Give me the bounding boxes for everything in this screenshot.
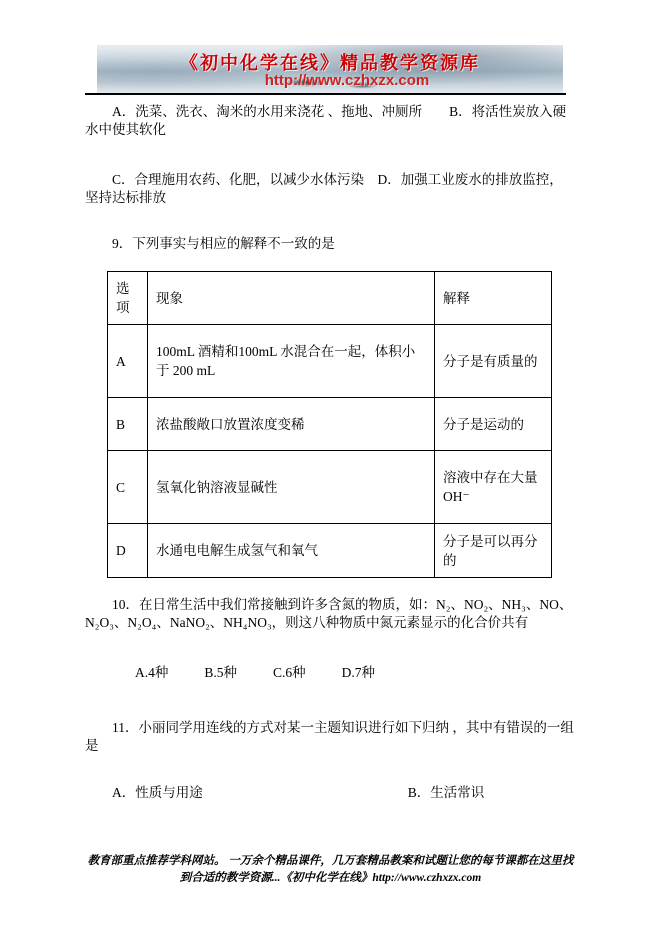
q11-option-a: A．性质与用途 (112, 785, 203, 800)
site-banner (97, 45, 563, 93)
cell-option: C (108, 451, 148, 524)
banner-url: http://www.czhxzx.com (264, 72, 430, 89)
cell-explanation: 分子是可以再分的 (435, 524, 552, 578)
page-footer: 教育部重点推荐学科网站。 一万余个精品课件，几万套精品教案和试题让您的每节课都在这里找到合适的教学资源...《初中化学在线》http://www.czhxzx.com (87, 855, 574, 884)
header-phenomenon: 现象 (148, 272, 435, 325)
q8-options-ab: A．洗菜、洗衣、淘米的水用来浇花 、拖地、冲厕所 B．将活性炭放入硬水中使其软化 (85, 104, 567, 137)
cell-explanation: 分子是运动的 (435, 398, 552, 451)
q10-options (135, 664, 576, 682)
table-row (108, 398, 552, 451)
cell-phenomenon: 水通电电解生成氢气和氧气 (148, 524, 435, 578)
q11-stem: 11．小丽同学用连线的方式对某一主题知识进行如下归纳 ，其中有错误的一组是 (85, 720, 574, 753)
cell-phenomenon: 100mL 酒精和100mL 水混合在一起，体积小于 200 mL (148, 325, 435, 398)
banner-title: 《初中化学在线》精品教学资源库 (180, 53, 480, 73)
header-explanation: 解释 (435, 272, 552, 325)
q11-options (85, 784, 576, 802)
banner-block (85, 45, 566, 95)
q9-table (107, 271, 552, 578)
q10-option-c: C.6种 (273, 665, 306, 680)
cell-explanation: 分子是有质量的 (435, 325, 552, 398)
table-header-row (108, 272, 552, 325)
table-row (108, 451, 552, 524)
q11-option-b: B．生活常识 (407, 785, 485, 800)
cell-option: D (108, 524, 148, 578)
q10-option-a: A.4种 (135, 665, 169, 680)
header-option: 选项 (108, 272, 148, 325)
cell-explanation: 溶液中存在大量 OH⁻ (435, 451, 552, 524)
cell-option: B (108, 398, 148, 451)
cell-phenomenon: 浓盐酸敞口放置浓度变稀 (148, 398, 435, 451)
q9-stem: 9．下列事实与相应的解释不一致的是 (112, 236, 335, 251)
q10-stem: 10．在日常生活中我们常接触到许多含氮的物质，如：N₂、NO₂、NH₃、NO、N₂O₃、N₂O₄、NaNO₂、NH₄NO₃，则这八种物质中氮元素显示的化合价共有 (85, 597, 573, 630)
table-row (108, 325, 552, 398)
cell-phenomenon: 氢氧化钠溶液显碱性 (148, 451, 435, 524)
table-row (108, 524, 552, 578)
q10-option-d: D.7种 (341, 665, 376, 680)
q10-option-b: B.5种 (204, 665, 238, 680)
q8-options-cd: C．合理施用农药、化肥，以减少水体污染 D．加强工业废水的排放监控，坚持达标排放 (85, 172, 563, 205)
cell-option: A (108, 325, 148, 398)
